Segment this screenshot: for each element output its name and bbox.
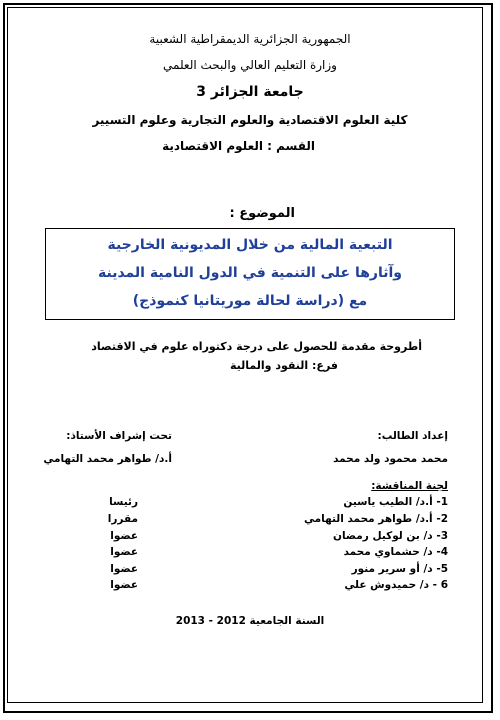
- thesis-title-line-3: مع (دراسة لحالة موريتانيا كنموذج): [132, 293, 368, 309]
- committee-member-name: 1- أ.د/ الطيب ياسين: [343, 496, 448, 508]
- republic-name: الجمهورية الجزائرية الديمقراطية الشعبية: [149, 32, 351, 46]
- committee-row: [0, 563, 500, 577]
- committee-member-name: 6 - د/ حميدوش علي: [344, 579, 448, 591]
- thesis-description: أطروحة مقدمة للحصول على درجة دكتوراه علوم في الاقتصاد: [91, 340, 422, 353]
- committee-member-name: 5- د/ أو سرير منور: [351, 563, 448, 575]
- committee-member-role: رئيسا: [109, 496, 138, 508]
- committee-member-name: 4- د/ حشماوي محمد: [343, 546, 448, 558]
- committee-row: [0, 579, 500, 593]
- committee-member-role: مقررا: [107, 513, 138, 525]
- committee-row: [0, 513, 500, 527]
- committee-member-role: عضوا: [110, 546, 138, 558]
- thesis-branch: فرع: النقود والمالية: [229, 359, 338, 372]
- university-name: جامعة الجزائر 3: [196, 84, 304, 100]
- department-name: القسم : العلوم الاقتصادية: [162, 139, 315, 153]
- committee-row: [0, 546, 500, 560]
- page-inner-border: [7, 7, 483, 703]
- committee-row: [0, 530, 500, 544]
- student-label: إعداد الطالب:: [377, 430, 448, 442]
- committee-member-name: 3- د/ بن لوكيل رمضان: [333, 530, 448, 542]
- committee-member-role: عضوا: [110, 530, 138, 542]
- committee-row: [0, 496, 500, 510]
- committee-member-role: عضوا: [110, 579, 138, 591]
- academic-year: السنة الجامعية 2012 - 2013: [175, 615, 325, 627]
- thesis-title-box: [45, 228, 455, 320]
- faculty-name: كلية العلوم الاقتصادية والعلوم التجارية وعلوم التسيير: [92, 113, 408, 127]
- supervisor-name: أ.د/ طواهر محمد التهامي: [43, 453, 172, 465]
- committee-member-name: 2- أ.د/ طواهر محمد التهامي: [304, 513, 448, 525]
- supervisor-label: تحت إشراف الأستاذ:: [66, 430, 172, 442]
- thesis-title-line-2: وآثارها على التنمية في الدول النامية المدينة: [97, 265, 402, 281]
- thesis-title-line-1: التبعية المالية من خلال المديونية الخارجية: [107, 237, 393, 253]
- topic-label: الموضوع :: [229, 206, 295, 221]
- student-name: محمد محمود ولد محمد: [333, 453, 448, 465]
- committee-label: لجنة المناقشة:: [371, 480, 448, 492]
- committee-member-role: عضوا: [110, 563, 138, 575]
- ministry-name: وزارة التعليم العالي والبحث العلمي: [163, 58, 337, 72]
